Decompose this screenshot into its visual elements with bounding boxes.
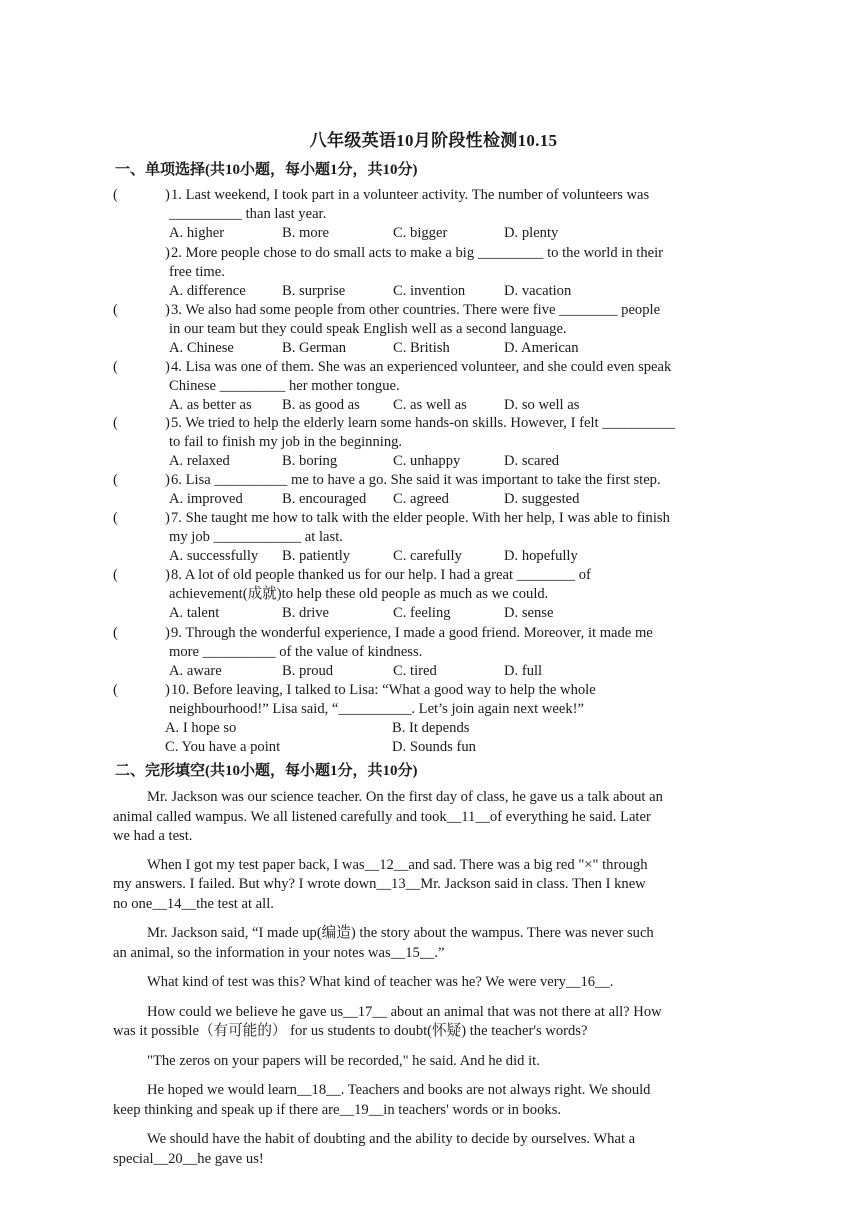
question-text: 10. Before leaving, I talked to Lisa: “What a good way to help the whole	[171, 682, 596, 698]
question-line	[113, 414, 758, 433]
question-line	[113, 263, 758, 282]
options-row	[113, 719, 758, 738]
question-item	[113, 624, 758, 681]
passage-paragraph	[113, 856, 758, 915]
passage-line: keep thinking and speak up if there are__19__in teachers' words or in books.	[113, 1101, 562, 1118]
question-line	[113, 301, 758, 320]
passage-line: my answers. I failed. But why? I wrote down__13__Mr. Jackson said in class. Then I knew	[113, 876, 646, 892]
answer-paren-close: )	[165, 245, 170, 261]
answer-paren-open: (	[113, 472, 118, 488]
option-b: B. drive	[282, 605, 330, 621]
question-item	[113, 186, 758, 243]
option-c: C. unhappy	[393, 453, 461, 469]
option-a: A. successfully	[169, 548, 259, 564]
option-d: D. hopefully	[504, 548, 578, 564]
answer-paren-open: (	[113, 510, 118, 526]
option-d: D. plenty	[504, 225, 559, 241]
question-item	[113, 681, 758, 757]
answer-paren-open: (	[113, 415, 118, 431]
option-d: D. scared	[504, 453, 560, 469]
option-d: D. vacation	[504, 283, 572, 299]
passage-line: an animal, so the information in your notes was__15__.”	[113, 944, 445, 961]
question-text: 2. More people chose to do small acts to make a big _________ to the world in their	[171, 245, 664, 261]
question-item	[113, 509, 758, 566]
question-line	[113, 320, 758, 339]
question-line	[113, 643, 758, 662]
answer-paren-open: (	[113, 682, 118, 698]
question-line	[113, 585, 758, 604]
option-d: D. American	[504, 340, 579, 356]
question-item	[113, 244, 758, 301]
question-item	[113, 358, 758, 415]
options-row	[113, 490, 758, 509]
passage-line: How could we believe he gave us__17__ about an animal that was not there at all? How	[147, 1003, 662, 1020]
passage-line: We should have the habit of doubting and the ability to decide by ourselves. What a	[147, 1131, 636, 1147]
passage-line: we had a test.	[113, 828, 193, 844]
question-line	[113, 624, 758, 643]
question-text: 6. Lisa __________ me to have a go. She said it was important to take the first step.	[171, 472, 661, 488]
question-line	[113, 244, 758, 263]
question-line	[113, 681, 758, 700]
option-b: B. German	[282, 340, 347, 356]
question-text: neighbourhood!” Lisa said, “__________. Let’s join again next week!”	[169, 701, 585, 717]
answer-paren-open: (	[113, 567, 118, 583]
option-d: D. full	[504, 663, 543, 679]
question-text: my job ____________ at last.	[169, 529, 343, 545]
passage-paragraph	[113, 1052, 758, 1072]
question-line	[113, 566, 758, 585]
question-item	[113, 414, 758, 471]
passage-paragraph	[113, 1003, 758, 1042]
answer-paren-close: )	[165, 682, 170, 698]
question-line	[113, 358, 758, 377]
passage-line: Mr. Jackson said, “I made up(编造) the story about the wampus. There was never such	[147, 925, 654, 941]
options-row	[113, 547, 758, 566]
question-text: in our team but they could speak English well as a second language.	[169, 321, 567, 337]
answer-paren-close: )	[165, 302, 170, 318]
option-b: B. encouraged	[282, 491, 367, 507]
option-d: D. so well as	[504, 397, 580, 413]
question-line	[113, 377, 758, 396]
question-line	[113, 433, 758, 452]
question-text: 1. Last weekend, I took part in a volunteer activity. The number of volunteers was	[171, 187, 650, 203]
option-c: C. as well as	[393, 397, 467, 413]
section-heading-cloze: 二、完形填空(共10小题，每小题1分，共10分)	[115, 763, 418, 779]
option-a: A. aware	[169, 663, 222, 679]
question-text: 8. A lot of old people thanked us for our help. I had a great ________ of	[171, 567, 591, 583]
option-a: A. relaxed	[169, 453, 230, 469]
question-text: 5. We tried to help the elderly learn some hands-on skills. However, I felt __________	[171, 415, 676, 431]
answer-paren-close: )	[165, 510, 170, 526]
answer-paren-close: )	[165, 567, 170, 583]
question-text: achievement(成就)to help these old people as much as we could.	[169, 586, 549, 602]
cloze-passage	[113, 788, 758, 1169]
answer-paren-close: )	[165, 187, 170, 203]
option-a: A. difference	[169, 283, 246, 299]
passage-paragraph	[113, 924, 758, 963]
option-c: C. bigger	[393, 225, 448, 241]
option-b: B. It depends	[392, 720, 470, 736]
options-row	[113, 738, 758, 757]
question-text: 9. Through the wonderful experience, I made a good friend. Moreover, it made me	[171, 625, 653, 641]
question-line	[113, 186, 758, 205]
passage-line: was it possible（有可能的） for us students to doubt(怀疑) the teacher's words?	[113, 1023, 588, 1039]
page-title: 八年级英语10月阶段性检测10.15	[309, 131, 558, 150]
answer-paren-close: )	[165, 359, 170, 375]
option-c: C. You have a point	[165, 739, 281, 755]
option-b: B. as good as	[282, 397, 360, 413]
options-row	[113, 452, 758, 471]
option-c: C. British	[393, 340, 450, 356]
options-row	[113, 224, 758, 243]
option-a: A. Chinese	[169, 340, 234, 356]
option-a: A. improved	[169, 491, 243, 507]
option-c: C. invention	[393, 283, 466, 299]
option-b: B. more	[282, 225, 330, 241]
option-d: D. sense	[504, 605, 554, 621]
option-c: C. feeling	[393, 605, 451, 621]
option-c: C. carefully	[393, 548, 462, 564]
passage-paragraph	[113, 973, 758, 993]
passage-line: When I got my test paper back, I was__12__and sad. There was a big red "×" through	[147, 856, 648, 873]
passage-paragraph	[113, 1081, 758, 1120]
answer-paren-close: )	[165, 625, 170, 641]
question-item	[113, 471, 758, 509]
option-c: C. agreed	[393, 491, 449, 507]
passage-line: animal called wampus. We all listened carefully and took__11__of everything he said. Later	[113, 808, 651, 825]
passage-line: What kind of test was this? What kind of teacher was he? We were very__16__.	[147, 974, 614, 990]
question-text: 7. She taught me how to talk with the elder people. With her help, I was able to finish	[171, 510, 670, 526]
passage-line: special__20__he gave us!	[113, 1150, 264, 1167]
answer-paren-close: )	[165, 415, 170, 431]
question-text: Chinese _________ her mother tongue.	[169, 378, 400, 394]
question-text: __________ than last year.	[169, 206, 327, 222]
options-row	[113, 662, 758, 681]
option-a: A. higher	[169, 225, 225, 241]
answer-paren-open: (	[113, 359, 118, 375]
option-c: C. tired	[393, 663, 437, 679]
question-item	[113, 301, 758, 358]
section-heading-single-choice: 一、单项选择(共10小题，每小题1分，共10分)	[115, 162, 418, 178]
option-d: D. Sounds fun	[392, 739, 476, 755]
options-row	[113, 604, 758, 623]
option-b: B. patiently	[282, 548, 351, 564]
answer-paren-open: (	[113, 187, 118, 203]
option-d: D. suggested	[504, 491, 580, 507]
passage-paragraph	[113, 1130, 758, 1169]
question-text: free time.	[169, 264, 225, 280]
options-row	[113, 339, 758, 358]
question-line	[113, 700, 758, 719]
passage-line: Mr. Jackson was our science teacher. On the first day of class, he gave us a talk about an	[147, 789, 663, 805]
answer-paren-open: (	[113, 625, 118, 641]
question-text: 3. We also had some people from other countries. There were five ________ people	[171, 302, 661, 318]
answer-paren-close: )	[165, 472, 170, 488]
question-item	[113, 566, 758, 623]
option-b: B. surprise	[282, 283, 346, 299]
options-row	[113, 282, 758, 301]
question-line	[113, 471, 758, 490]
question-line	[113, 509, 758, 528]
passage-paragraph	[113, 788, 758, 847]
option-b: B. boring	[282, 453, 338, 469]
option-a: A. talent	[169, 605, 220, 621]
question-text: more __________ of the value of kindness.	[169, 644, 423, 660]
option-a: A. I hope so	[165, 720, 237, 736]
passage-line: no one__14__the test at all.	[113, 895, 274, 912]
option-b: B. proud	[282, 663, 334, 679]
answer-paren-open: (	[113, 302, 118, 318]
options-row	[113, 396, 758, 415]
question-line	[113, 205, 758, 224]
passage-line: "The zeros on your papers will be recorded," he said. And he did it.	[147, 1052, 540, 1069]
question-text: to fail to finish my job in the beginning.	[169, 434, 403, 450]
passage-line: He hoped we would learn__18__. Teachers and books are not always right. We should	[147, 1082, 651, 1098]
question-line	[113, 528, 758, 547]
question-text: 4. Lisa was one of them. She was an experienced volunteer, and she could even speak	[171, 359, 672, 375]
option-a: A. as better as	[169, 397, 252, 413]
